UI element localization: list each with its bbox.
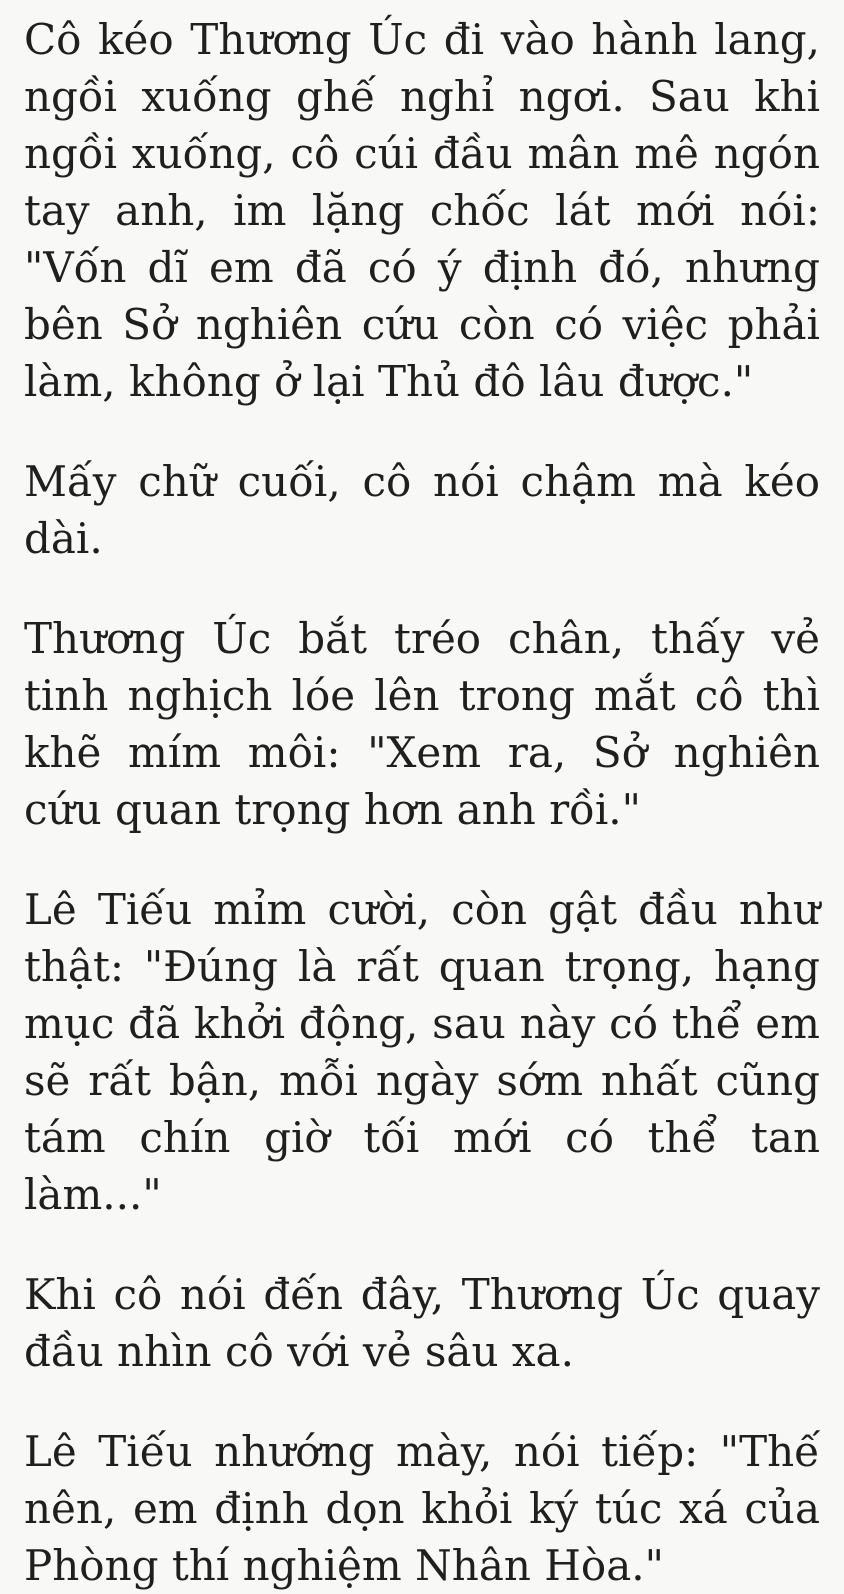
paragraph: Cô kéo Thương Úc đi vào hành lang, ngồi xuống ghế nghỉ ngơi. Sau khi ngồi xuống, cô cúi đầu mân mê ngón tay anh, im lặng chốc lát mới nói: "Vốn dĩ em đã có ý định đó, nhưng bên Sở nghiên cứu còn có việc phải làm, không ở lại Thủ đô lâu được."	[24, 15, 820, 406]
paragraph: Lê Tiếu mỉm cười, còn gật đầu như thật: "Đúng là rất quan trọng, hạng mục đã khởi động, sau này có thể em sẽ rất bận, mỗi ngày sớm nhất cũng tám chín giờ tối mới có thể tan làm..."	[24, 885, 820, 1219]
paragraph: Mấy chữ cuối, cô nói chậm mà kéo dài.	[24, 457, 820, 563]
paragraph: Thương Úc bắt tréo chân, thấy vẻ tinh nghịch lóe lên trong mắt cô thì khẽ mím môi: "Xem ra, Sở nghiên cứu quan trọng hơn anh rồi."	[24, 614, 820, 834]
paragraph: Lê Tiếu nhướng mày, nói tiếp: "Thế nên, em định dọn khỏi ký túc xá của Phòng thí nghiệm Nhân Hòa."	[24, 1427, 820, 1590]
paragraph: Khi cô nói đến đây, Thương Úc quay đầu nhìn cô với vẻ sâu xa.	[24, 1270, 820, 1376]
